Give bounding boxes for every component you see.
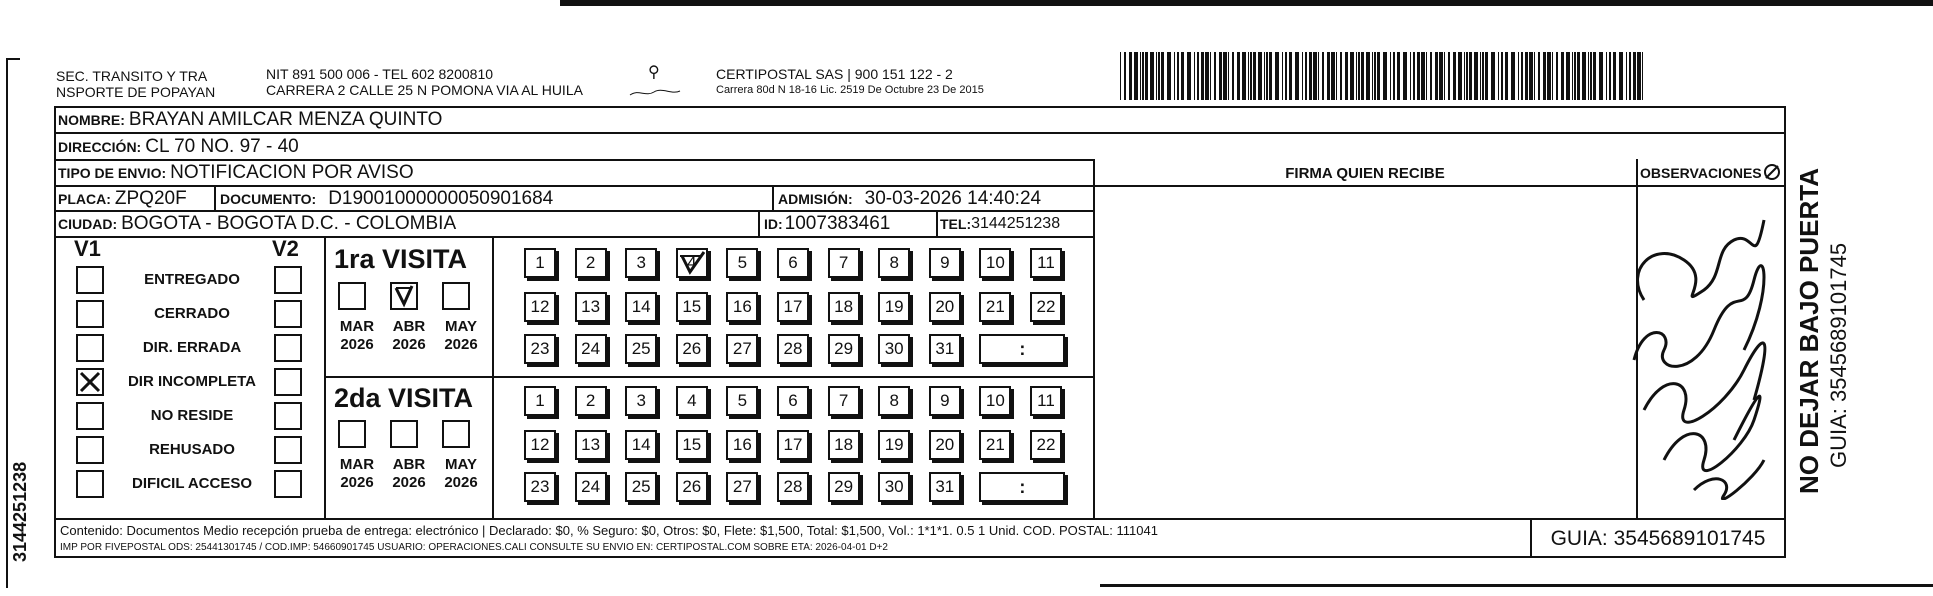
handwritten-observation bbox=[1604, 180, 1784, 500]
ciudad-label: CIUDAD: bbox=[58, 216, 118, 232]
admision-label: ADMISIÓN: bbox=[778, 190, 853, 207]
day-box[interactable]: 16 bbox=[726, 292, 758, 322]
v1-label: V1 bbox=[74, 236, 101, 261]
row-line-footer bbox=[54, 518, 1786, 520]
month-year: 2026 bbox=[444, 474, 478, 491]
day-box[interactable]: 17 bbox=[777, 292, 809, 322]
day-box[interactable]: 25 bbox=[625, 334, 657, 364]
ciudad-cell bbox=[58, 211, 456, 237]
v1-checkbox[interactable] bbox=[76, 402, 104, 430]
day-box[interactable]: 7 bbox=[828, 386, 860, 416]
day-box[interactable]: 15 bbox=[676, 430, 708, 460]
day-box[interactable]: 17 bbox=[777, 430, 809, 460]
month-label bbox=[384, 318, 434, 354]
barcode bbox=[1120, 52, 1650, 102]
tel-label: TEL: bbox=[940, 216, 972, 232]
side-guia: GUIA: 3545689101745 bbox=[1826, 242, 1851, 468]
direccion-row bbox=[58, 134, 299, 160]
day-box[interactable]: 16 bbox=[726, 430, 758, 460]
footer-imp: IMP POR FIVEPOSTAL ODS: 25441301745 / COD.IMP: 54660901745 USUARIO: OPERACIONES.CALI CONSULTE SU ENVIO EN: CERTIPOSTAL.COM SOBRE ETA: 2026-04-01 D+2 bbox=[60, 542, 888, 553]
firma-divider bbox=[1093, 159, 1095, 520]
courier-block bbox=[716, 66, 984, 97]
month-name: MAR bbox=[339, 318, 375, 335]
documento-value: D19001000000050901684 bbox=[328, 187, 554, 209]
documento-cell bbox=[220, 186, 553, 211]
observaciones-header: OBSERVACIONES bbox=[1640, 165, 1762, 181]
admision-value: 30-03-2026 14:40:24 bbox=[864, 187, 1042, 209]
day-box[interactable]: 12 bbox=[524, 292, 556, 322]
month-checkbox[interactable] bbox=[338, 282, 366, 310]
v2-checkbox[interactable] bbox=[274, 402, 302, 430]
day-box[interactable]: 14 bbox=[625, 430, 657, 460]
day-box[interactable]: 28 bbox=[777, 472, 809, 502]
month-name: ABR bbox=[392, 318, 426, 335]
v1-checkbox[interactable] bbox=[76, 266, 104, 294]
day-box[interactable]: 22 bbox=[1030, 292, 1062, 322]
side-phone: 3144251238 bbox=[10, 461, 30, 562]
v1-checkbox[interactable] bbox=[76, 300, 104, 328]
day-box[interactable]: 26 bbox=[676, 334, 708, 364]
check-mark-icon bbox=[392, 284, 416, 308]
day-box[interactable]: 29 bbox=[828, 472, 860, 502]
v1-checkbox[interactable] bbox=[76, 368, 104, 396]
direccion-label: DIRECCIÓN: bbox=[58, 139, 142, 155]
time-box[interactable]: : bbox=[979, 334, 1065, 364]
month-name: ABR bbox=[392, 456, 426, 473]
nombre-row bbox=[58, 107, 442, 133]
v2-checkbox[interactable] bbox=[274, 334, 302, 362]
month-label bbox=[332, 456, 382, 492]
day-box[interactable]: 30 bbox=[878, 472, 910, 502]
day-box[interactable]: 26 bbox=[676, 472, 708, 502]
month-year: 2026 bbox=[340, 474, 374, 491]
visit2-title: 2da VISITA bbox=[334, 383, 474, 413]
day-box[interactable]: 21 bbox=[979, 430, 1011, 460]
month-year: 2026 bbox=[392, 336, 426, 353]
footer-guia: GUIA: 3545689101745 bbox=[1550, 527, 1766, 550]
day-box[interactable]: 22 bbox=[1030, 430, 1062, 460]
tiny-logo-icon bbox=[628, 84, 682, 92]
day-box[interactable]: 4 bbox=[676, 386, 708, 416]
day-box[interactable]: 10 bbox=[979, 248, 1011, 278]
day-box[interactable]: 14 bbox=[625, 292, 657, 322]
status-label: REHUSADO bbox=[149, 441, 235, 458]
day-box[interactable]: 13 bbox=[575, 430, 607, 460]
issuer-nit: NIT 891 500 006 - TEL 602 8200810 bbox=[266, 66, 494, 82]
month-name: MAR bbox=[339, 456, 375, 473]
day-box[interactable]: 1 bbox=[524, 248, 556, 278]
month-label bbox=[436, 318, 486, 354]
visit-separator bbox=[324, 376, 1094, 378]
top-edge-line bbox=[560, 0, 1933, 6]
id-value: 1007383461 bbox=[784, 213, 891, 234]
v2-checkbox[interactable] bbox=[274, 470, 302, 498]
day-box[interactable]: 25 bbox=[625, 472, 657, 502]
day-box[interactable]: 23 bbox=[524, 472, 556, 502]
pin-icon: ⚲ bbox=[648, 64, 660, 81]
id-cell bbox=[764, 211, 890, 237]
placa-cell bbox=[58, 186, 187, 211]
day-box[interactable]: 31 bbox=[929, 334, 961, 364]
v2-checkbox[interactable] bbox=[274, 266, 302, 294]
day-box[interactable]: 5 bbox=[726, 248, 758, 278]
day-box[interactable]: 27 bbox=[726, 334, 758, 364]
day-box[interactable] bbox=[676, 248, 708, 278]
month-year: 2026 bbox=[392, 474, 426, 491]
day-box[interactable]: 27 bbox=[726, 472, 758, 502]
left-edge-line bbox=[6, 58, 8, 588]
admision-divider bbox=[772, 185, 774, 210]
no-dejar-bajo-puerta: NO DEJAR BAJO PUERTA bbox=[1794, 167, 1824, 494]
day-box[interactable]: 29 bbox=[828, 334, 860, 364]
month-year: 2026 bbox=[444, 336, 478, 353]
day-box[interactable]: 6 bbox=[777, 248, 809, 278]
day-box[interactable]: 19 bbox=[878, 292, 910, 322]
day-box[interactable]: 12 bbox=[524, 430, 556, 460]
month-year: 2026 bbox=[340, 336, 374, 353]
day-box[interactable]: 21 bbox=[979, 292, 1011, 322]
day-box[interactable]: 13 bbox=[575, 292, 607, 322]
day-box[interactable]: 2 bbox=[575, 386, 607, 416]
tipo-row bbox=[58, 160, 414, 186]
check-mark-icon bbox=[78, 370, 102, 394]
status-label: DIR INCOMPLETA bbox=[127, 373, 257, 390]
month-checkbox[interactable] bbox=[442, 420, 470, 448]
nombre-value: BRAYAN AMILCAR MENZA QUINTO bbox=[128, 109, 443, 130]
ciudad-value: BOGOTA - BOGOTA D.C. - COLOMBIA bbox=[121, 213, 457, 234]
tel-value: 3144251238 bbox=[971, 215, 1061, 232]
courier-line1: CERTIPOSTAL SAS | 900 151 122 - 2 bbox=[716, 66, 953, 82]
status-label: ENTREGADO bbox=[144, 271, 240, 288]
day-box[interactable]: 10 bbox=[979, 386, 1011, 416]
day-box[interactable]: 9 bbox=[929, 248, 961, 278]
status-label: DIFICIL ACCESO bbox=[131, 475, 252, 492]
v2-checkbox[interactable] bbox=[274, 436, 302, 464]
day-box[interactable]: 15 bbox=[676, 292, 708, 322]
day-box[interactable]: 23 bbox=[524, 334, 556, 364]
issuer-address: CARRERA 2 CALLE 25 N POMONA VIA AL HUILA bbox=[266, 82, 583, 98]
day-box[interactable]: 18 bbox=[828, 430, 860, 460]
status-label: DIR. ERRADA bbox=[142, 339, 242, 356]
day-box[interactable]: 24 bbox=[575, 334, 607, 364]
id-divider bbox=[758, 210, 760, 236]
issuer-block bbox=[56, 68, 215, 100]
day-box[interactable]: 11 bbox=[1030, 386, 1062, 416]
v2-label: V2 bbox=[272, 236, 299, 261]
month-checkbox[interactable] bbox=[390, 420, 418, 448]
firma-header: FIRMA QUIEN RECIBE bbox=[1285, 164, 1445, 182]
placa-label: PLACA: bbox=[58, 190, 111, 207]
courier-line2: Carrera 80d N 18-16 Lic. 2519 De Octubre 23 De 2015 bbox=[716, 84, 984, 96]
day-box[interactable]: 2 bbox=[575, 248, 607, 278]
tipo-value: NOTIFICACION POR AVISO bbox=[170, 162, 414, 183]
day-box[interactable]: 3 bbox=[625, 386, 657, 416]
left-edge-tick bbox=[6, 58, 20, 60]
issuer-line2: NSPORTE DE POPAYAN bbox=[56, 84, 216, 100]
day-box[interactable]: 8 bbox=[878, 248, 910, 278]
nombre-label: NOMBRE: bbox=[58, 112, 125, 128]
visit1-title: 1ra VISITA bbox=[334, 244, 468, 274]
day-box[interactable]: 11 bbox=[1030, 248, 1062, 278]
tipo-label: TIPO DE ENVIO: bbox=[58, 165, 167, 181]
month-checkbox[interactable] bbox=[390, 282, 418, 310]
status-label: NO RESIDE bbox=[150, 407, 234, 424]
v1-checkbox[interactable] bbox=[76, 334, 104, 362]
issuer-line1: SEC. TRANSITO Y TRA bbox=[56, 68, 208, 84]
issuer-contact bbox=[266, 66, 583, 98]
admision-cell bbox=[778, 186, 1041, 211]
day-box[interactable]: 24 bbox=[575, 472, 607, 502]
day-box[interactable]: 30 bbox=[878, 334, 910, 364]
day-box[interactable]: 8 bbox=[878, 386, 910, 416]
day-box[interactable]: 19 bbox=[878, 430, 910, 460]
day-box[interactable]: 1 bbox=[524, 386, 556, 416]
v2-checkbox[interactable] bbox=[274, 300, 302, 328]
day-box[interactable]: 3 bbox=[625, 248, 657, 278]
day-box[interactable]: 20 bbox=[929, 430, 961, 460]
month-name: MAY bbox=[445, 318, 477, 335]
month-name: MAY bbox=[445, 456, 477, 473]
documento-label: DOCUMENTO: bbox=[220, 190, 317, 207]
v1-checkbox[interactable] bbox=[76, 470, 104, 498]
day-box[interactable]: 18 bbox=[828, 292, 860, 322]
month-label bbox=[332, 318, 382, 354]
day-box[interactable]: 28 bbox=[777, 334, 809, 364]
day-box[interactable]: 5 bbox=[726, 386, 758, 416]
check-mark-icon bbox=[678, 250, 706, 276]
v2-checkbox[interactable] bbox=[274, 368, 302, 396]
day-box[interactable]: 31 bbox=[929, 472, 961, 502]
direccion-value: CL 70 NO. 97 - 40 bbox=[145, 136, 299, 157]
day-box[interactable]: 20 bbox=[929, 292, 961, 322]
status-label: CERRADO bbox=[154, 305, 230, 322]
footer-contenido: Contenido: Documentos Medio recepción prueba de entrega: electrónico | Declarado: $0, % Seguro: $0, Otros: $0, Flete: $1,500, Total: $1,500, Vol.: 1*1*1. 0.5 1 Unid. COD. POSTAL: 111041 bbox=[60, 523, 1158, 538]
month-label bbox=[436, 456, 486, 492]
month-checkbox[interactable] bbox=[338, 420, 366, 448]
day-box[interactable]: 6 bbox=[777, 386, 809, 416]
v1-checkbox[interactable] bbox=[76, 436, 104, 464]
day-box[interactable]: 7 bbox=[828, 248, 860, 278]
bottom-edge-line bbox=[1100, 584, 1933, 587]
placa-value: ZPQ20F bbox=[114, 187, 187, 209]
time-box[interactable]: : bbox=[979, 472, 1065, 502]
tel-cell bbox=[940, 211, 1060, 237]
tel-divider bbox=[936, 210, 938, 236]
day-box[interactable]: 9 bbox=[929, 386, 961, 416]
day-number: 4 bbox=[687, 253, 697, 272]
month-label bbox=[384, 456, 434, 492]
id-label: ID: bbox=[764, 216, 783, 232]
month-checkbox[interactable] bbox=[442, 282, 470, 310]
placa-divider bbox=[214, 185, 216, 210]
